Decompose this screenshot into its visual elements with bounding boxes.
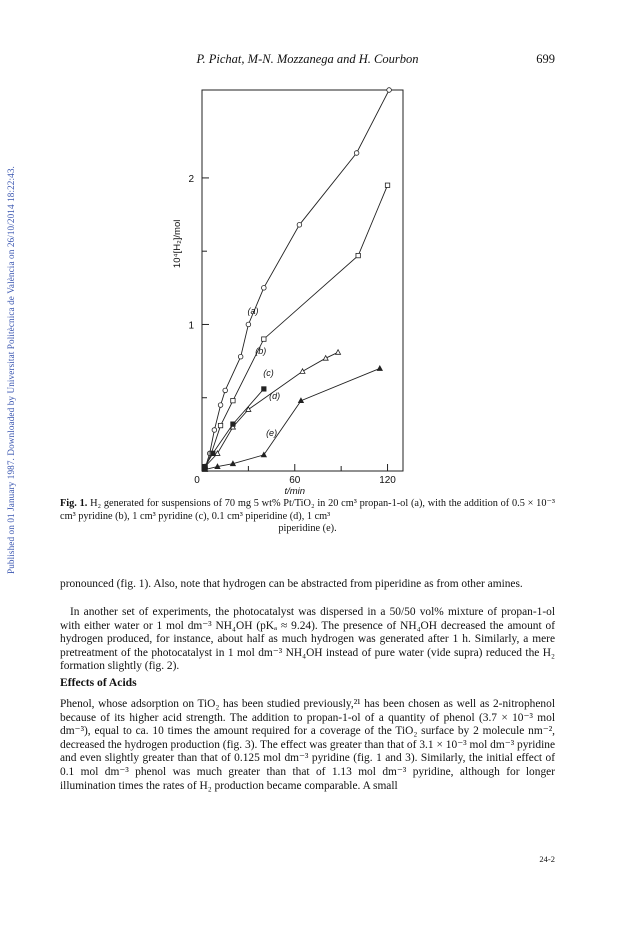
series-label: (c) — [263, 367, 274, 378]
data-point — [262, 286, 267, 291]
caption-last-line: piperidine (e). — [278, 523, 337, 535]
x-axis-label: t/min — [284, 486, 306, 497]
section-heading: Effects of Acids — [60, 676, 137, 689]
data-point — [354, 151, 359, 156]
plot-frame — [202, 90, 403, 471]
data-point — [356, 253, 360, 257]
y-axis-label: 10⁴[H₂]/mol — [172, 219, 183, 269]
data-point — [377, 366, 382, 371]
figure-1-chart — [160, 80, 460, 497]
series-label: (d) — [269, 391, 281, 402]
series-label: (e) — [266, 427, 278, 438]
page-number: 699 — [536, 52, 555, 66]
figure-label: Fig. 1. — [60, 498, 88, 509]
data-point — [336, 350, 341, 355]
download-note — [4, 94, 18, 574]
footer-signature: 24-2 — [539, 854, 555, 864]
data-point — [231, 422, 235, 426]
data-point — [218, 423, 222, 427]
running-header — [60, 52, 555, 68]
x-tick-label: 60 — [289, 475, 301, 486]
figure-caption — [60, 498, 555, 536]
data-point — [262, 387, 266, 391]
data-point — [218, 403, 223, 408]
data-point — [387, 88, 392, 93]
series-label: (a) — [247, 306, 259, 317]
data-point — [231, 398, 235, 402]
data-point — [262, 337, 266, 341]
series-line — [202, 90, 389, 471]
data-point — [238, 354, 243, 359]
data-point — [246, 407, 251, 412]
y-tick-label: 1 — [188, 320, 194, 332]
data-point — [215, 451, 220, 456]
body-paragraph-2: In another set of experiments, the photocatalyst was dispersed in a 50/50 vol% mixture of propan-1-ol with either water or 1 mol dm⁻³ NH₄OH (pKₐ ≈ 9.24). The presence of NH₄OH decreased the amount of hydrogen produced, for instance, about half as much hydrogen was generated after 1 h. Similarly, a mere pretreatment of the photocatalyst in 1 mol dm⁻³ NH₄OH instead of pure water (vide supra) reduced the H₂ formation slightly (fig. 2). — [60, 606, 555, 673]
data-point — [211, 451, 215, 455]
data-point — [385, 183, 389, 187]
caption-text: H₂ generated for suspensions of 70 mg 5 wt% Pt/TiO₂ in 20 cm³ propan-1-ol (a), with the addition of 0.5 × 10⁻³ cm³ pyridine (b), 1 cm³ pyridine (c), 0.1 cm³ piperidine (d), 1 cm³ — [60, 498, 555, 522]
series-label: (b) — [255, 345, 267, 356]
x-tick-label: 0 — [194, 475, 200, 486]
running-header-authors: P. Pichat, M-N. Mozzanega and H. Courbon — [196, 52, 419, 66]
section-paragraph: Phenol, whose adsorption on TiO₂ has been studied previously,²¹ has been chosen as well as 2-nitrophenol because of its higher acid strength. The addition to propan-1-ol of a quantity of phenol (3.7 × 10⁻³ mol dm⁻³), equal to ca. 10 times the amount required for a coverage of the TiO₂ surface by 2 molecule nm⁻², decreased the hydrogen production (fig. 3). The effect was greater than that of 3.1 × 10⁻³ mol dm⁻³ pyridine and even slightly greater than that of 0.125 mol dm⁻³ pyridine (fig. 1 and 3). Similarly, the initial effect of 0.1 mol dm⁻³ phenol was much greater than that of 1.13 mol dm⁻³ pyridine, although for longer illumination times the rates of H₂ production became comparable. A small — [60, 698, 555, 792]
data-point — [246, 322, 251, 327]
y-tick-label: 2 — [188, 173, 194, 185]
data-point — [297, 223, 302, 228]
data-point — [212, 428, 217, 433]
x-tick-label: 120 — [379, 475, 396, 486]
data-point — [223, 388, 228, 393]
download-note-text: Published on 01 January 1987. Downloaded by Universitat Politècnica de València on 26/10/2014 18:22:43. — [6, 166, 16, 574]
data-point — [300, 369, 305, 374]
body-paragraph-1: pronounced (fig. 1). Also, note that hydrogen can be abstracted from piperidine as from other amines. — [60, 578, 523, 590]
